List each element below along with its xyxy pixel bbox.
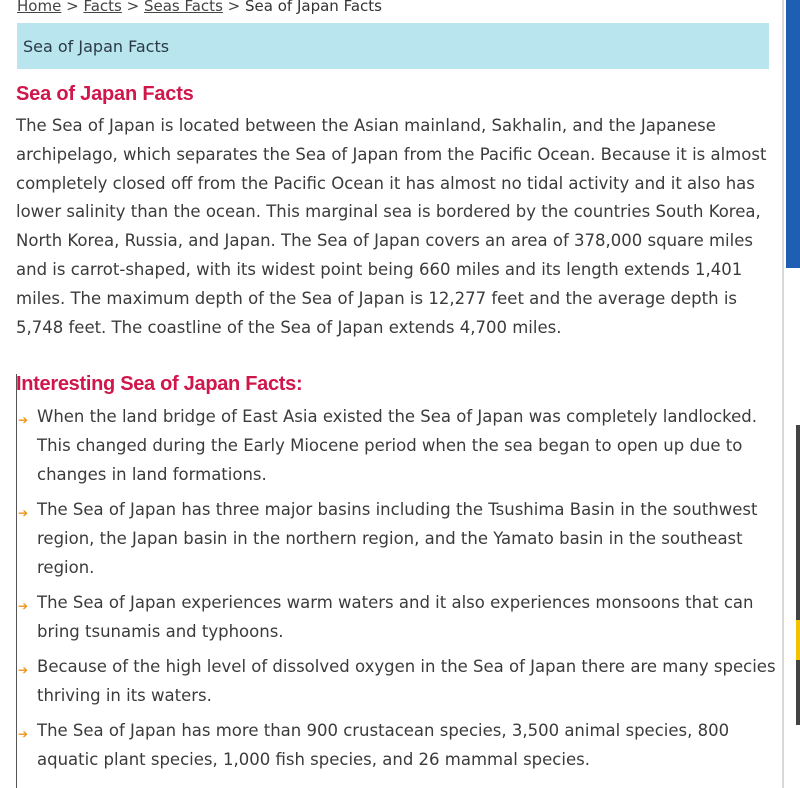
arrow-bullet-icon: ➔ <box>18 413 29 427</box>
intro-paragraph: The Sea of Japan is located between the Asian mainland, Sakhalin, and the Japanese archipelago, which separates the Sea of Japan from the Pacific Ocean. Because it is almost completely closed off from the Pacific Ocean it has almost no tidal activity and it also has lower salinity than the ocean. This marginal sea is bordered by the countries South Korea, North Korea, Russia, and Japan. The Sea of Japan covers an area of 378,000 square miles and is carrot-shaped, with its widest point being 660 miles and its length extends 1,401 miles. The maximum depth of the Sea of Japan is 12,277 feet and the average depth is 5,748 feet. The coastline of the Sea of Japan extends 4,700 miles. <box>16 116 767 337</box>
arrow-bullet-icon: ➔ <box>18 506 29 520</box>
right-sidebar-edge <box>784 0 800 788</box>
list-item <box>17 588 777 646</box>
breadcrumb-separator: > <box>66 0 79 15</box>
breadcrumb-home-link[interactable]: Home <box>17 0 62 15</box>
sidebar-banner <box>786 0 800 268</box>
list-item <box>17 402 777 489</box>
fact-text: The Sea of Japan has three major basins including the Tsushima Basin in the southwest region, the Japan basin in the northern region, and the Yamato basin in the southeast region. <box>37 500 758 577</box>
breadcrumb-current: Sea of Japan Facts <box>245 0 382 15</box>
page-title: Sea of Japan Facts <box>23 37 170 56</box>
section-heading: Sea of Japan Facts <box>16 83 194 105</box>
fact-text: Because of the high level of dissolved oxygen in the Sea of Japan there are many species thriving in its waters. <box>37 657 776 705</box>
advertisement-accent <box>796 620 800 660</box>
arrow-bullet-icon: ➔ <box>18 599 29 613</box>
list-item <box>17 716 777 774</box>
list-item <box>17 652 777 710</box>
fact-text: When the land bridge of East Asia existed the Sea of Japan was completely landlocked. This changed during the Early Miocene period when the sea began to open up due to changes in land formations. <box>37 407 758 484</box>
page-title-bar <box>17 23 769 69</box>
fact-text: The Sea of Japan experiences warm waters and it also experiences monsoons that can bring tsunamis and typhoons. <box>37 593 754 641</box>
list-item <box>17 495 777 582</box>
fact-text: The Sea of Japan has more than 900 crustacean species, 3,500 animal species, 800 aquatic plant species, 1,000 fish species, and 26 mammal species. <box>37 721 730 769</box>
arrow-bullet-icon: ➔ <box>18 727 29 741</box>
advertisement-edge <box>796 425 800 725</box>
breadcrumb-separator: > <box>126 0 140 15</box>
arrow-bullet-icon: ➔ <box>18 663 29 677</box>
breadcrumb <box>17 0 382 15</box>
breadcrumb-facts-link[interactable]: Facts <box>83 0 122 15</box>
facts-list <box>17 402 777 780</box>
breadcrumb-separator: > <box>227 0 241 15</box>
interesting-facts-heading: Interesting Sea of Japan Facts: <box>16 373 303 395</box>
breadcrumb-seas-facts-link[interactable]: Seas Facts <box>143 0 223 15</box>
